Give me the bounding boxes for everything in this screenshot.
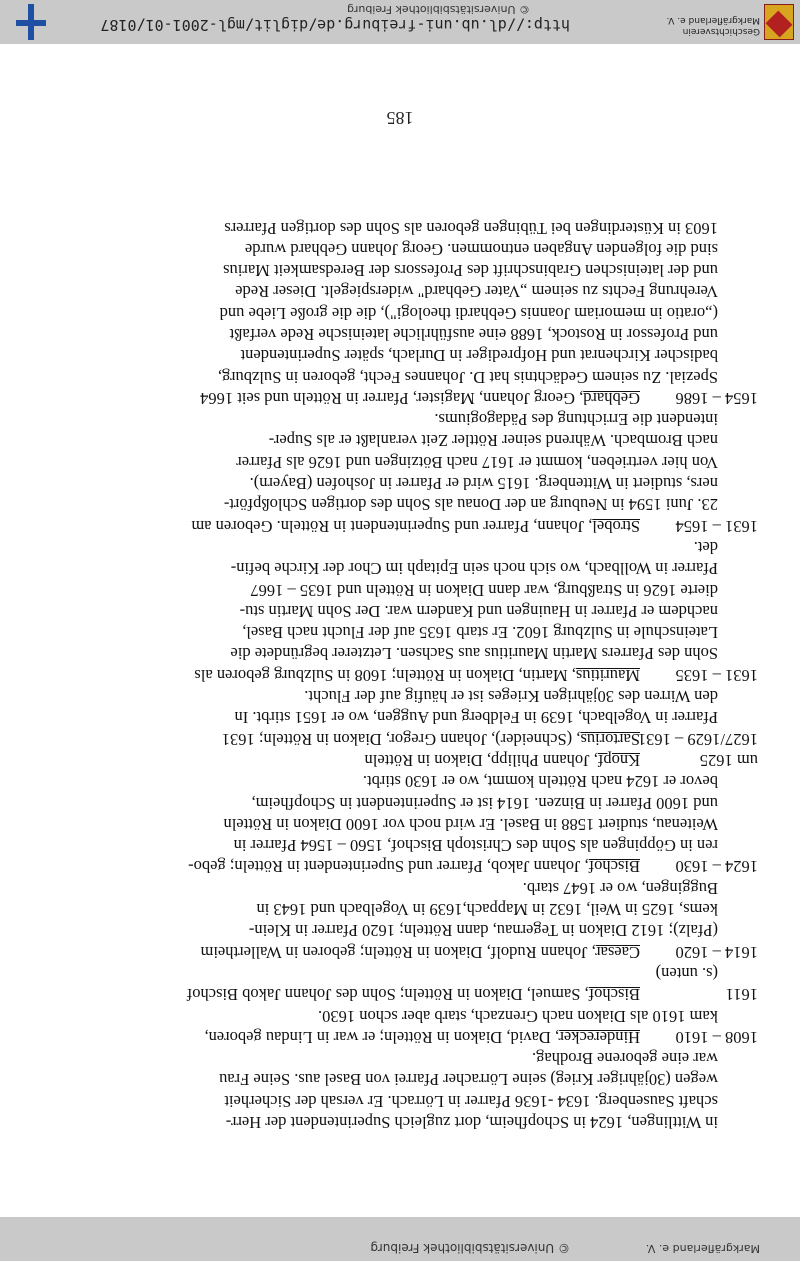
society-name: Geschichtsverein Markgräflerland e. V. xyxy=(666,15,760,36)
line-text: Buggingen, wo er 1647 starb. xyxy=(522,878,718,898)
line-text: und Professor in Rostock, 1688 eine ausführliche lateinische Rede verfaßt xyxy=(229,325,718,345)
entry-line xyxy=(38,1027,758,1048)
text-line xyxy=(38,835,758,856)
entry-name: Strobel xyxy=(592,516,640,536)
society-crest-icon xyxy=(764,4,794,40)
entry-dates: 1631 – 1654 xyxy=(675,516,758,536)
text-line xyxy=(38,409,758,430)
text-line xyxy=(38,899,758,920)
text-line xyxy=(38,643,758,664)
line-text: („oratio in memoriam Joannis Gebhardi theologi"), die die große Liebe und xyxy=(219,303,718,323)
text-line xyxy=(38,217,758,238)
text-line xyxy=(38,260,758,281)
entry-line xyxy=(38,388,758,409)
text-line xyxy=(38,537,758,558)
entry-name: Caesar xyxy=(595,942,640,962)
entry-dates: 1624 – 1630 xyxy=(675,857,758,877)
line-text: war eine geborene Brodhag. xyxy=(531,1049,718,1069)
footer-copyright: © Universitätsbibliothek Freiburg xyxy=(370,1241,570,1255)
entry-name: Sartorius xyxy=(580,729,640,749)
entry-name: Knopf xyxy=(597,750,640,770)
line-text: und der lateinischen Grabinschrift des Professors der Beredsamkeit Marius xyxy=(223,261,718,281)
entry-line xyxy=(38,856,758,877)
bottom-banner xyxy=(0,1217,800,1261)
line-text: Spezial. Zu seinem Gedächtnis hat D. Johannes Fecht, geboren in Sulzburg, xyxy=(217,367,718,387)
line-text: intendent die Errichtung des Pädagogiums. xyxy=(434,410,718,430)
line-text: , Samuel, Diakon in Rötteln; Sohn des Johann Jakob Bischof xyxy=(186,985,589,1005)
line-text: Lateinschule in Sulzburg 1602. Er starb 1635 auf der Flucht nach Basel, xyxy=(242,623,718,643)
entry-line xyxy=(38,515,758,536)
line-text: sind die folgenden Angaben entnommen. Georg Johann Gebhard wurde xyxy=(244,239,718,259)
text-line xyxy=(38,707,758,728)
line-text: Sohn des Pfarrers Martin Mauritius aus Sachsen. Letzterer begründete die xyxy=(230,644,718,664)
line-text: schaft Sausenberg. 1634 -1636 Pfarrer in Lörrach. Er versah der Sicherheit xyxy=(224,1091,718,1111)
line-text: Pfarrer in Wollbach, wo sich noch sein Epitaph im Chor der Kirche befin- xyxy=(230,559,718,579)
entry-line xyxy=(38,664,758,685)
line-text: kems, 1625 in Weil, 1632 in Mappach,1639 in Vogelbach und 1643 in xyxy=(256,900,718,920)
line-text: , David, Diakon in Rötteln; er war in Lindau geboren, xyxy=(204,1027,560,1047)
line-text: in Wittlingen, 1624 in Schopfheim, dort zugleich Superintendent der Herr- xyxy=(225,1113,718,1132)
text-line xyxy=(38,324,758,345)
line-text: kam 1610 als Diakon nach Grenzach, starb aber schon 1630. xyxy=(318,1006,718,1026)
text-line xyxy=(38,302,758,323)
document-url[interactable]: http://dl.ub.uni-freiburg.de/diglit/mgl-2001-01/0187 xyxy=(100,16,570,34)
entry-line xyxy=(38,941,758,962)
line-text: 1603 in Küsterdingen bei Tübingen geboren als Sohn des dortigen Pfarrers xyxy=(224,218,718,238)
line-text: badischer Kirchenrat und Hofprediger in Durlach, später Superintendent xyxy=(240,346,718,366)
line-text: nachdem er Pfarrer in Hauingen und Kandern war. Der Sohn Martin stu- xyxy=(239,601,718,621)
line-text: , Johann Jakob, Pfarrer und Superintendent in Rötteln; gebo- xyxy=(188,857,589,877)
line-text: , Georg Johann, Magister, Pfarrer in Rötteln und seit 1664 xyxy=(200,388,584,408)
line-text: ren in Göppingen als Sohn des Christoph Bischof, 1560 – 1564 Pfarrer in xyxy=(233,836,718,856)
line-text: Von hier vertrieben, kommt er 1617 nach Bötzingen und 1626 als Pfarrer xyxy=(236,452,718,472)
text-line xyxy=(38,452,758,473)
text-line xyxy=(38,1048,758,1069)
entry-line xyxy=(38,984,758,1005)
line-text: det. xyxy=(693,537,718,557)
line-text: Pfarrer in Vogelbach, 1639 in Feldberg und Auggen, wo er 1651 stirbt. In xyxy=(234,708,718,728)
text-line xyxy=(38,366,758,387)
body-text xyxy=(38,217,758,1133)
line-text: den Wirren des 30jährigen Krieges ist er häufig auf der Flucht. xyxy=(304,687,718,707)
entry-dates: 1608 – 1610 xyxy=(675,1027,758,1047)
line-text: Weitenau, studiert 1588 in Basel. Er wird noch vor 1600 Diakon in Rötteln xyxy=(223,814,718,834)
line-text: 23. Juni 1594 in Neuburg an der Donau als Sohn des dortigen Schloßpfört- xyxy=(223,495,718,515)
text-line xyxy=(38,430,758,451)
line-text: , Johann Rudolf, Diakon in Rötteln; geboren in Wallertheim xyxy=(200,942,596,962)
text-line xyxy=(38,601,758,622)
entry-dates: 1614 – 1620 xyxy=(675,942,758,962)
entry-name: Mauritius xyxy=(575,665,640,685)
text-line xyxy=(38,622,758,643)
entry-dates: 1611 xyxy=(725,985,758,1005)
text-line xyxy=(38,1069,758,1090)
text-line xyxy=(38,281,758,302)
entry-dates: 1654 – 1686 xyxy=(675,388,758,408)
text-line xyxy=(38,963,758,984)
line-text: , Johann, Pfarrer und Superintendent in Rötteln. Geboren am xyxy=(191,516,593,536)
text-line xyxy=(38,771,758,792)
text-line xyxy=(38,1112,758,1133)
text-line xyxy=(38,792,758,813)
entry-name: Bischof xyxy=(588,985,640,1005)
text-line xyxy=(38,579,758,600)
text-line xyxy=(38,558,758,579)
line-text: Verehrung Fechts zu seinem „Vater Gebhard" widerspiegelt. Dieser Rede xyxy=(235,282,718,302)
copyright-line: © Universitätsbibliothek Freiburg xyxy=(347,3,530,16)
entry-line xyxy=(38,728,758,749)
text-line xyxy=(38,345,758,366)
entry-name: Bischof xyxy=(588,857,640,877)
scanned-page xyxy=(0,44,800,1217)
page-number: 185 xyxy=(386,108,414,128)
line-text: ners, studiert in Wittenberg. 1615 wird er Pfarrer in Joshofen (Bayern). xyxy=(249,474,718,494)
text-line xyxy=(38,473,758,494)
line-text: und 1600 Pfarrer in Binzen. 1614 ist er Superintendent in Schopfheim, xyxy=(251,793,718,813)
line-text: bevor er 1624 nach Rötteln kommt, wo er 1630 stirbt. xyxy=(362,772,718,792)
entry-name: Gebhard xyxy=(583,388,640,408)
text-line xyxy=(38,920,758,941)
entry-dates: 1631 – 1635 xyxy=(675,665,758,685)
top-banner xyxy=(0,0,800,44)
line-text: , (Schneider), Johann Gregor, Diakon in Rötteln; 1631 xyxy=(221,729,581,749)
line-text: wegen (30jähriger Krieg) seine Lörracher Pfarrei von Basel aus. Seine Frau xyxy=(219,1070,718,1090)
line-text: , Martin, Diakon in Rötteln; 1608 in Sulzburg geboren als xyxy=(194,665,576,685)
line-text: (s. unten) xyxy=(655,963,718,983)
text-line xyxy=(38,686,758,707)
line-text: (Pfalz); 1612 Diakon in Tegernau, dann Rötteln; 1620 Pfarrer in Klein- xyxy=(248,921,718,941)
entry-name: Hinderecker xyxy=(559,1027,640,1047)
text-line xyxy=(38,877,758,898)
line-text: , Johann Philipp, Diakon in Rötteln xyxy=(364,750,598,770)
line-text: dierte 1626 in Straßburg, war dann Diakon in Rötteln und 1635 – 1667 xyxy=(250,580,718,600)
entry-dates: 1627/1629 – 1631 xyxy=(637,729,758,749)
entry-line xyxy=(38,750,758,771)
text-line xyxy=(38,1090,758,1111)
text-line xyxy=(38,494,758,515)
entry-dates: um 1625 xyxy=(699,750,758,770)
text-line xyxy=(38,814,758,835)
text-line xyxy=(38,239,758,260)
line-text: nach Brombach. Während seiner Röttler Zeit veranlaßt er als Super- xyxy=(268,431,718,451)
footer-society: Markgräflerland e. V. xyxy=(645,1242,760,1255)
text-line xyxy=(38,1005,758,1026)
library-logo-icon xyxy=(12,4,50,40)
